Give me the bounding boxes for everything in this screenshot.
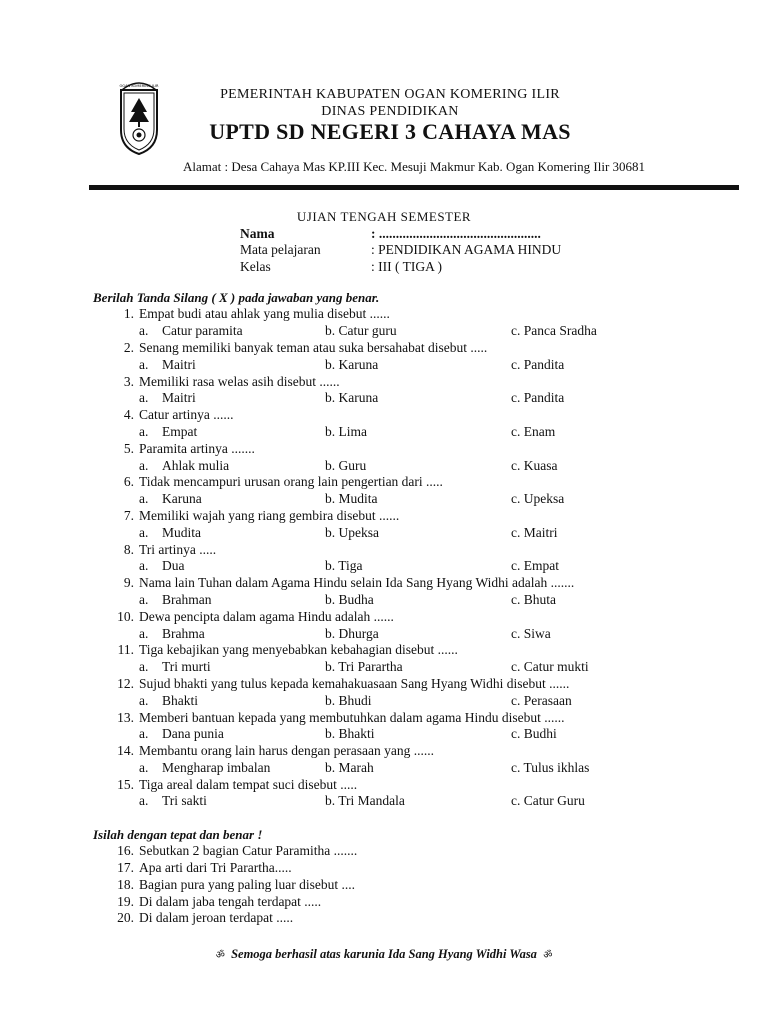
option-c[interactable]: c. Panca Sradha [511,323,597,338]
option-a[interactable]: Maitri [162,357,196,372]
question-number: 10. [117,609,134,624]
option-b[interactable]: b. Guru [325,458,367,473]
option-b[interactable]: b. Tri Mandala [325,793,405,808]
question-number: 14. [117,743,134,758]
option-a[interactable]: Brahma [162,626,205,641]
option-a[interactable]: Empat [162,424,198,439]
footer-text: Semoga berhasil atas karunia Ida Sang Hyang Widhi Wasa [231,947,537,961]
option-c[interactable]: c. Maitri [511,525,558,540]
question-text: Tri artinya ..... [139,542,217,557]
option-c[interactable]: c. Catur Guru [511,793,585,808]
option-letter: a. [139,357,149,372]
option-a[interactable]: Ahlak mulia [162,458,230,473]
option-b[interactable]: b. Bhakti [325,726,375,741]
option-c[interactable]: c. Enam [511,424,556,439]
om-symbol-icon: ॐ [215,950,225,961]
option-a[interactable]: Mengharap imbalan [162,760,271,775]
option-b[interactable]: b. Marah [325,760,374,775]
question-text: Paramita artinya ....... [139,441,255,456]
question-text: Bagian pura yang paling luar disebut .... [139,877,355,892]
exam-title: UJIAN TENGAH SEMESTER [296,209,472,224]
option-c[interactable]: c. Empat [511,558,559,573]
option-b[interactable]: b. Tri Parartha [325,659,403,674]
question-text: Memberi bantuan kepada yang membutuhkan dalam agama Hindu disebut ...... [139,710,565,725]
header-address: Alamat : Desa Cahaya Mas KP.III Kec. Mesuji Makmur Kab. Ogan Komering Ilir 30681 [182,159,646,174]
question-number: 9. [123,575,134,590]
option-letter: a. [139,726,149,741]
question-text: Nama lain Tuhan dalam Agama Hindu selain Ida Sang Hyang Widhi adalah ....... [139,575,575,590]
question-number: 18. [117,877,134,892]
option-b[interactable]: b. Lima [325,424,367,439]
field-subject-label: Mata pelajaran [240,242,321,257]
option-a[interactable]: Dua [162,558,185,573]
option-c[interactable]: c. Pandita [511,357,565,372]
option-a[interactable]: Karuna [162,491,202,506]
question-text: Memiliki wajah yang riang gembira disebut ...... [139,508,400,523]
question-text: Senang memiliki banyak teman atau suka bersahabat disebut ..... [139,340,488,355]
question-text: Catur artinya ...... [139,407,234,422]
option-letter: a. [139,424,149,439]
question-number: 3. [123,374,134,389]
option-letter: a. [139,626,149,641]
question-text: Memiliki rasa welas asih disebut ...... [139,374,340,389]
option-letter: a. [139,458,149,473]
question-number: 2. [123,340,134,355]
header-divider [89,185,739,190]
question-number: 6. [123,474,134,489]
question-number: 19. [117,894,134,909]
option-b[interactable]: b. Upeksa [325,525,379,540]
question-number: 13. [117,710,134,725]
field-class-label: Kelas [240,259,271,274]
option-letter: a. [139,592,149,607]
option-c[interactable]: c. Kuasa [511,458,558,473]
option-a[interactable]: Catur paramita [162,323,243,338]
option-c[interactable]: c. Tulus ikhlas [511,760,590,775]
question-text: Dewa pencipta dalam agama Hindu adalah ...... [139,609,394,624]
question-number: 20. [117,910,134,925]
option-b[interactable]: b. Tiga [325,558,363,573]
option-c[interactable]: c. Budhi [511,726,557,741]
option-letter: a. [139,760,149,775]
option-a[interactable]: Tri murti [162,659,211,674]
field-subject-value: : PENDIDIKAN AGAMA HINDU [371,242,562,257]
question-number: 1. [123,306,134,321]
question-number: 8. [123,542,134,557]
section2-instruction: Isilah dengan tepat dan benar ! [93,827,263,842]
header-department: DINAS PENDIDIKAN [321,104,459,119]
header-school-name: UPTD SD NEGERI 3 CAHAYA MAS [209,119,571,144]
question-text: Di dalam jaba tengah terdapat ..... [139,894,322,909]
field-class-value: : III ( TIGA ) [371,259,442,274]
question-number: 7. [123,508,134,523]
question-text: Membantu orang lain harus dengan perasaan yang ...... [139,743,435,758]
option-a[interactable]: Tri sakti [162,793,207,808]
logo-text: OGAN KOMERING ILIR [119,84,159,88]
question-number: 16. [117,843,134,858]
section1-instruction: Berilah Tanda Silang ( X ) pada jawaban yang benar. [93,290,380,305]
option-letter: a. [139,390,149,405]
option-b[interactable]: b. Karuna [325,390,379,405]
question-text: Tiga areal dalam tempat suci disebut ..... [139,777,358,792]
option-b[interactable]: b. Budha [325,592,374,607]
question-number: 12. [117,676,134,691]
option-c[interactable]: c. Upeksa [511,491,565,506]
question-number: 4. [123,407,134,422]
question-number: 17. [117,860,134,875]
question-text: Tiga kebajikan yang menyebabkan kebahagian disebut ...... [139,642,458,657]
option-c[interactable]: c. Catur mukti [511,659,589,674]
header-government: PEMERINTAH KABUPATEN OGAN KOMERING ILIR [220,87,560,102]
option-a[interactable]: Mudita [162,525,201,540]
field-name-value[interactable]: : ................................................ [371,226,541,241]
option-a[interactable]: Maitri [162,390,196,405]
question-text: Sujud bhakti yang tulus kepada kemahakuasaan Sang Hyang Widhi disebut ...... [139,676,570,691]
question-number: 5. [123,441,134,456]
option-letter: a. [139,323,149,338]
option-letter: a. [139,793,149,808]
question-text: Tidak mencampuri urusan orang lain pengertian dari ..... [139,474,443,489]
option-b[interactable]: b. Bhudi [325,693,372,708]
option-letter: a. [139,558,149,573]
option-c[interactable]: c. Perasaan [511,693,572,708]
footer-blessing [0,947,768,962]
option-letter: a. [139,491,149,506]
option-a[interactable]: Bhakti [162,693,198,708]
question-text: Di dalam jeroan terdapat ..... [139,910,294,925]
question-text: Sebutkan 2 bagian Catur Paramitha ....... [139,843,358,858]
option-c[interactable]: c. Pandita [511,390,565,405]
option-c[interactable]: c. Siwa [511,626,551,641]
option-a[interactable]: Brahman [162,592,212,607]
option-b[interactable]: b. Mudita [325,491,378,506]
om-symbol-icon: ॐ [543,950,553,961]
option-b[interactable]: b. Dhurga [325,626,379,641]
question-text: Empat budi atau ahlak yang mulia disebut ...... [139,306,390,321]
option-a[interactable]: Dana punia [162,726,224,741]
option-letter: a. [139,525,149,540]
field-name-label: Nama [240,226,275,241]
option-c[interactable]: c. Bhuta [511,592,556,607]
question-number: 15. [117,777,134,792]
option-letter: a. [139,693,149,708]
option-b[interactable]: b. Karuna [325,357,379,372]
option-b[interactable]: b. Catur guru [325,323,397,338]
question-text: Apa arti dari Tri Parartha..... [139,860,292,875]
question-number: 11. [117,642,134,657]
option-letter: a. [139,659,149,674]
